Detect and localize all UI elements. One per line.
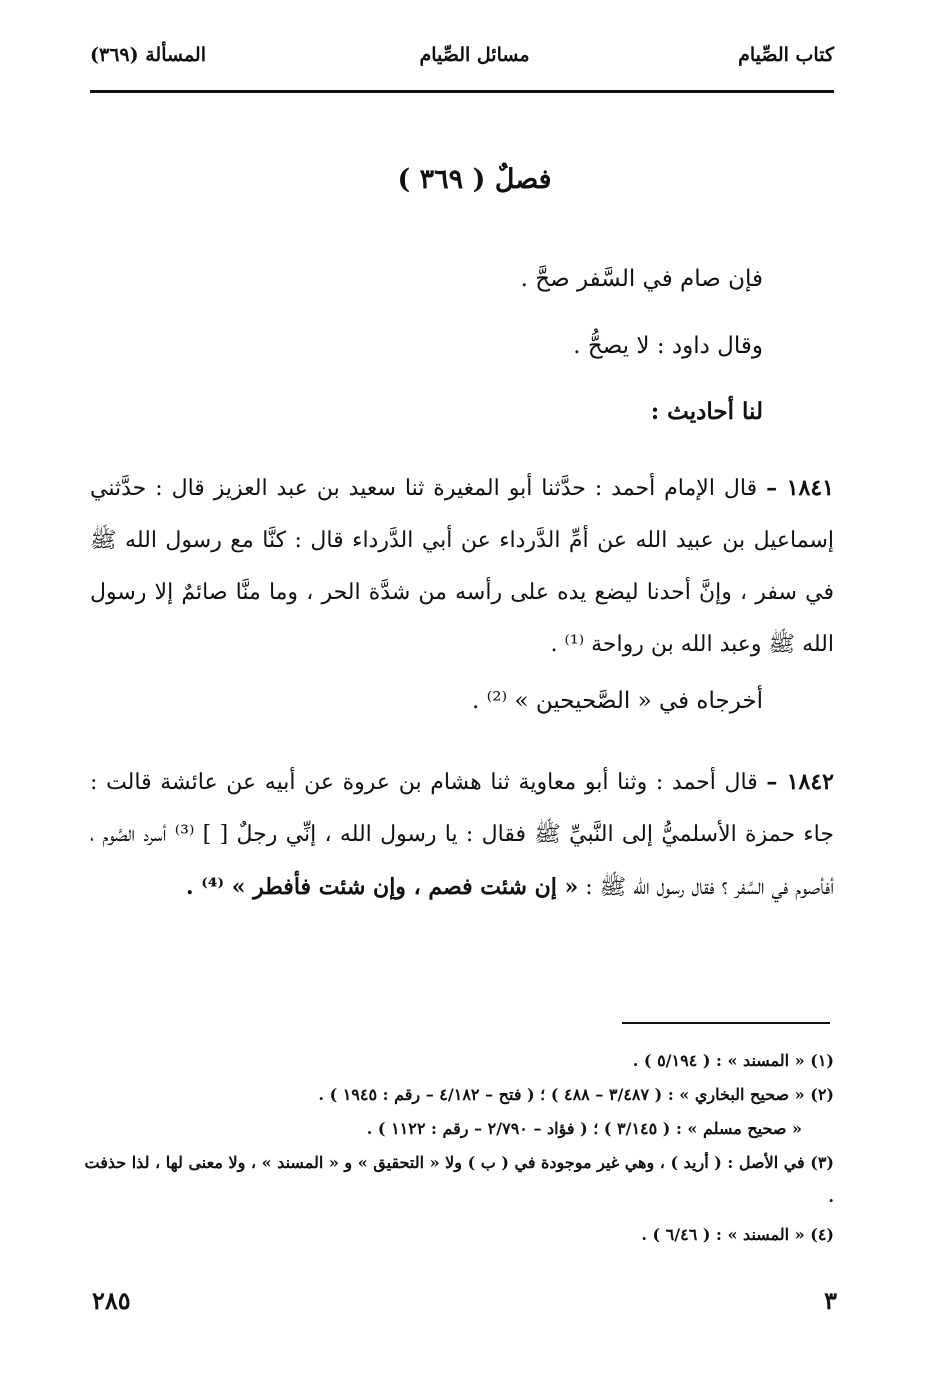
footnote-2-continued: « صحيح مسلم » : ( ٣/١٤٥ ) ؛ ( فؤاد – ٢/٧٩٠ – رقم : ١١٢٢ ) .	[366, 1119, 802, 1138]
header-book-title: كتاب الصِّيام	[738, 44, 834, 66]
hadith-text-1841: قال الإمام أحمد : حدَّثنا أبو المغيرة ثنا سعيد بن عبد العزيز قال : حدَّثني إسماعيل بن عبيد الله عن أمِّ الدَّرداء عن أبي الدَّرداء قال : كنَّا مع رسول الله ﷺ في سفر ، وإنَّ أحدنا ليضع يده على رأسه من شدَّة الحر ، وما منَّا صائمٌ إلا رسول الله ﷺ وعبد الله بن رواحة ⁽¹⁾ .	[90, 476, 834, 657]
intro-line-2: وقال داود : لا يصحُّ .	[573, 333, 763, 359]
header-chapter-title: مسائل الصِّيام	[419, 44, 530, 66]
section-title: فصلٌ ( ٣٦٩ )	[397, 164, 552, 195]
footnote-4: (٤) « المسند » : ( ٦/٤٦ ) .	[641, 1225, 834, 1244]
page-number-left: ٢٨٥	[92, 1286, 131, 1315]
footnote-divider	[622, 1022, 830, 1024]
hadith-paragraph-1842	[90, 756, 834, 914]
footnote-3: (٣) في الأصل : ( أريد ) ، وهي غير موجودة في ( ب ) ولا « التحقيق » و « المسند » ، ولا معنى لها ، لذا حذفت .	[84, 1153, 834, 1206]
intro-line-3: لنا أحاديث :	[650, 398, 763, 425]
header-divider	[90, 90, 834, 93]
footnote-2: (٢) « صحيح البخاري » : ( ٣/٤٨٧ – ٤٨٨ ) ؛ ( فتح – ٤/١٨٢ – رقم : ١٩٤٥ ) .	[318, 1085, 834, 1104]
intro-line-1: فإن صام في السَّفر صحَّ .	[520, 266, 763, 292]
header-issue-number: المسألة (٣٦٩)	[90, 44, 206, 66]
hadith-quote-1842: « إن شئت فصم ، وإن شئت فأفطر » ⁽⁴⁾ .	[185, 874, 579, 900]
hadith-text-1842: قال أحمد : وثنا أبو معاوية ثنا هشام بن عروة عن أبيه عن عائشة قالت : جاء حمزة الأسلميُّ إلى النَّبيِّ ﷺ فقال : يا رسول الله ، إنِّي رجلٌ [ ] ⁽³⁾ أسرد الصَّوم ، أفأصوم في السَّفر ؟ فقال رسول الله ﷺ :	[90, 770, 834, 900]
hadith-paragraph-1841	[90, 462, 834, 671]
hadith-number-1841: ١٨٤١ –	[766, 475, 834, 501]
takhrij-line: أخرجاه في « الصَّحيحين » ⁽²⁾ .	[471, 688, 763, 714]
page-number-right: ٣	[824, 1286, 837, 1315]
hadith-number-1842: ١٨٤٢ –	[766, 769, 834, 795]
footnote-1: (١) « المسند » : ( ٥/١٩٤ ) .	[632, 1051, 834, 1070]
